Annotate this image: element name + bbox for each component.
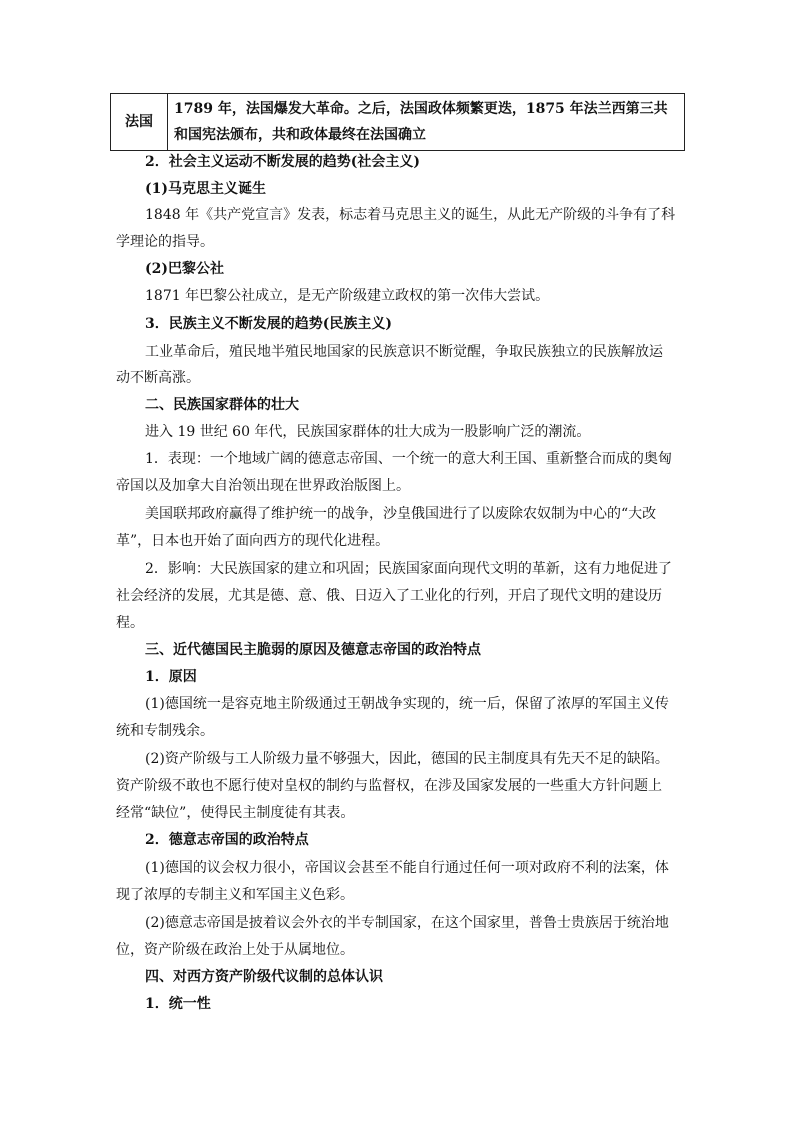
table-row [111, 94, 685, 151]
section-heading: 2．社会主义运动不断发展的趋势(社会主义) [145, 154, 420, 170]
paragraph-line: 动不断高涨。 [116, 370, 200, 386]
paragraph-line: 现了浓厚的专制主义和军国主义色彩。 [116, 887, 354, 903]
subheading: (1)马克思主义诞生 [145, 181, 266, 197]
section-heading: 四、对西方资产阶级代议制的总体认识 [145, 969, 383, 985]
paragraph-line: 统和专制残余。 [116, 723, 214, 739]
paragraph-line: 程。 [116, 615, 144, 631]
paragraph-line: 帝国以及加拿大自治领出现在世界政治版图上。 [116, 478, 410, 494]
paragraph-line: (1)德国统一是容克地主阶级通过王朝战争实现的，统一后，保留了浓厚的军国主义传 [145, 696, 669, 712]
section-heading: 三、近代德国民主脆弱的原因及德意志帝国的政治特点 [145, 642, 481, 658]
table-cell-country: 法国 [111, 94, 168, 151]
paragraph-line: 进入 19 世纪 60 年代，民族国家群体的壮大成为一股影响广泛的潮流。 [145, 424, 591, 440]
paragraph-line: 学理论的指导。 [116, 234, 214, 250]
paragraph-line: 社会经济的发展，尤其是德、意、俄、日迈入了工业化的行列，开启了现代文明的建设历 [116, 588, 662, 604]
subheading: 1．原因 [145, 669, 197, 685]
summary-table [110, 93, 685, 151]
subheading: 2．德意志帝国的政治特点 [145, 832, 309, 848]
paragraph-line: 1．表现：一个地域广阔的德意志帝国、一个统一的意大利王国、重新整合而成的奥匈 [145, 451, 672, 467]
table-cell-content: 1789 年，法国爆发大革命。之后，法国政体频繁更迭，1875 年法兰西第三共和国宪法颁布，共和政体最终在法国确立 [168, 94, 685, 151]
paragraph-line: 位，资产阶级在政治上处于从属地位。 [116, 942, 354, 958]
paragraph-line: 1871 年巴黎公社成立，是无产阶级建立政权的第一次伟大尝试。 [145, 288, 550, 304]
subheading: (2)巴黎公社 [145, 261, 224, 277]
subheading: 1．统一性 [145, 996, 211, 1012]
section-heading: 3．民族主义不断发展的趋势(民族主义) [145, 316, 392, 332]
paragraph-line: (2)德意志帝国是披着议会外衣的半专制国家，在这个国家里，普鲁士贵族居于统治地 [145, 915, 669, 931]
paragraph-line: 资产阶级不敢也不愿行使对皇权的制约与监督权，在涉及国家发展的一些重大方针问题上 [116, 778, 662, 794]
paragraph-line: 经常“缺位”，使得民主制度徒有其表。 [116, 805, 355, 821]
paragraph-line: 革”，日本也开始了面向西方的现代化进程。 [116, 533, 390, 549]
paragraph-line: 1848 年《共产党宣言》发表，标志着马克思主义的诞生，从此无产阶级的斗争有了科 [145, 207, 676, 223]
paragraph-line: (1)德国的议会权力很小，帝国议会甚至不能自行通过任何一项对政府不利的法案，体 [145, 860, 669, 876]
paragraph-line: 工业革命后，殖民地半殖民地国家的民族意识不断觉醒，争取民族独立的民族解放运 [145, 344, 663, 360]
paragraph-line: 2．影响：大民族国家的建立和巩固；民族国家面向现代文明的革新，这有力地促进了 [145, 561, 672, 577]
section-heading: 二、民族国家群体的壮大 [145, 397, 299, 413]
paragraph-line: (2)资产阶级与工人阶级力量不够强大，因此，德国的民主制度具有先天不足的缺陷。 [145, 751, 669, 767]
paragraph-line: 美国联邦政府赢得了维护统一的战争，沙皇俄国进行了以废除农奴制为中心的“大改 [145, 506, 657, 522]
